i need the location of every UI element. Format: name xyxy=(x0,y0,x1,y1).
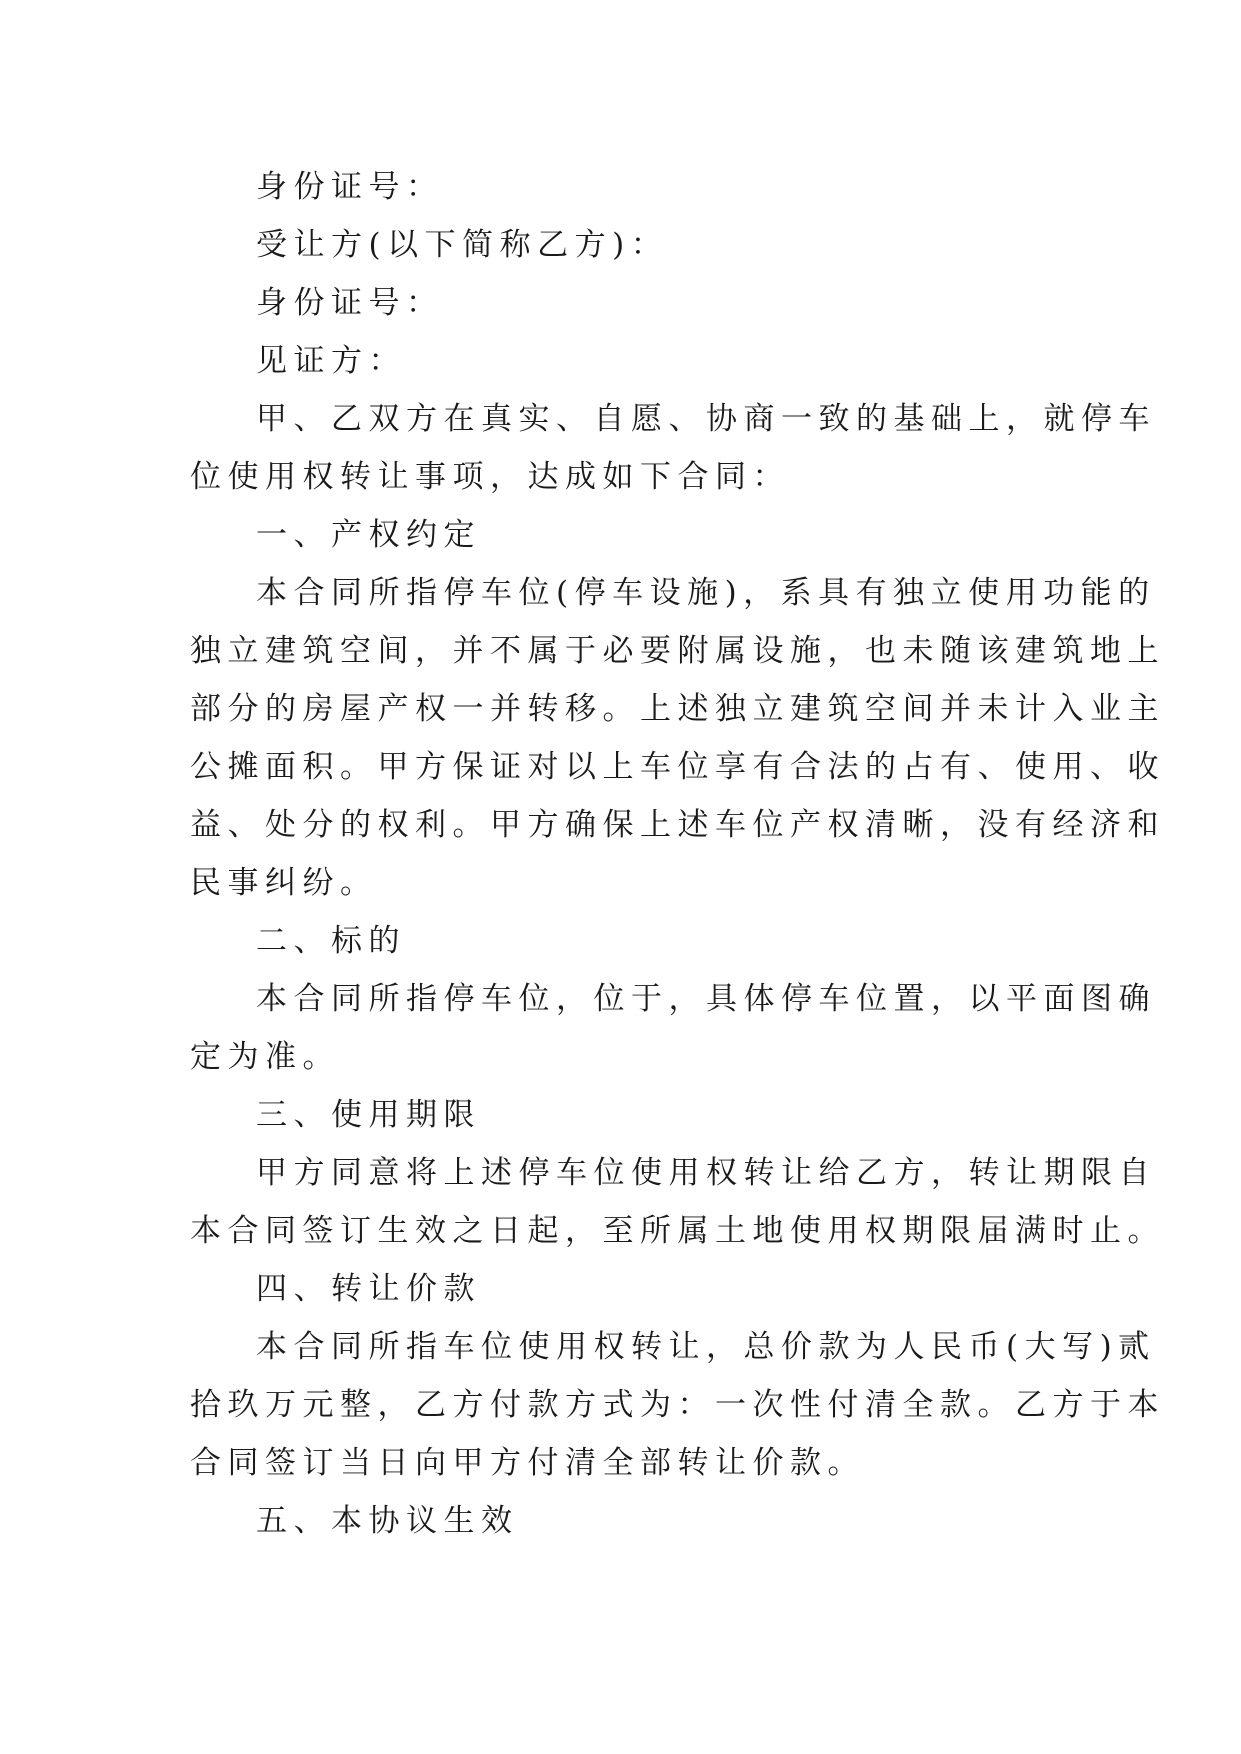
paragraph-line: 益、处分的权利。甲方确保上述车位产权清晰，没有经济和 xyxy=(190,807,1165,843)
paragraph-line: 定为准。 xyxy=(190,1039,340,1075)
id-number-label-transferee: 身份证号： xyxy=(256,285,444,321)
document-body xyxy=(190,158,1165,1550)
section-heading-subject: 二、标的 xyxy=(256,923,406,959)
paragraph-line: 独立建筑空间，并不属于必要附属设施，也未随该建筑地上 xyxy=(190,633,1165,669)
witness-label: 见证方： xyxy=(256,343,406,379)
paragraph-line: 公摊面积。甲方保证对以上车位享有合法的占有、使用、收 xyxy=(190,749,1165,785)
section-heading-property: 一、产权约定 xyxy=(256,517,481,553)
paragraph-line: 本合同所指车位使用权转让，总价款为人民币(大写)贰 xyxy=(256,1329,1156,1365)
paragraph-line: 本合同所指停车位，位于，具体停车位置，以平面图确 xyxy=(256,981,1156,1017)
paragraph-line: 部分的房屋产权一并转移。上述独立建筑空间并未计入业主 xyxy=(190,691,1165,727)
paragraph-line: 本合同签订生效之日起，至所属土地使用权期限届满时止。 xyxy=(190,1213,1165,1249)
paragraph-line: 甲方同意将上述停车位使用权转让给乙方，转让期限自 xyxy=(256,1155,1156,1191)
section-heading-effect: 五、本协议生效 xyxy=(256,1503,519,1539)
paragraph-line: 本合同所指停车位(停车设施)，系具有独立使用功能的 xyxy=(256,575,1156,611)
paragraph-line: 民事纠纷。 xyxy=(190,865,378,901)
transferee-label: 受让方(以下简称乙方)： xyxy=(256,227,669,263)
section-heading-price: 四、转让价款 xyxy=(256,1271,481,1307)
section-heading-term: 三、使用期限 xyxy=(256,1097,481,1133)
paragraph-line: 拾玖万元整，乙方付款方式为：一次性付清全款。乙方于本 xyxy=(190,1387,1165,1423)
id-number-label-transferor: 身份证号： xyxy=(256,169,444,205)
preamble-line: 位使用权转让事项，达成如下合同： xyxy=(190,459,790,495)
paragraph-line: 合同签订当日向甲方付清全部转让价款。 xyxy=(190,1445,865,1481)
preamble-line: 甲、乙双方在真实、自愿、协商一致的基础上，就停车 xyxy=(256,401,1156,437)
